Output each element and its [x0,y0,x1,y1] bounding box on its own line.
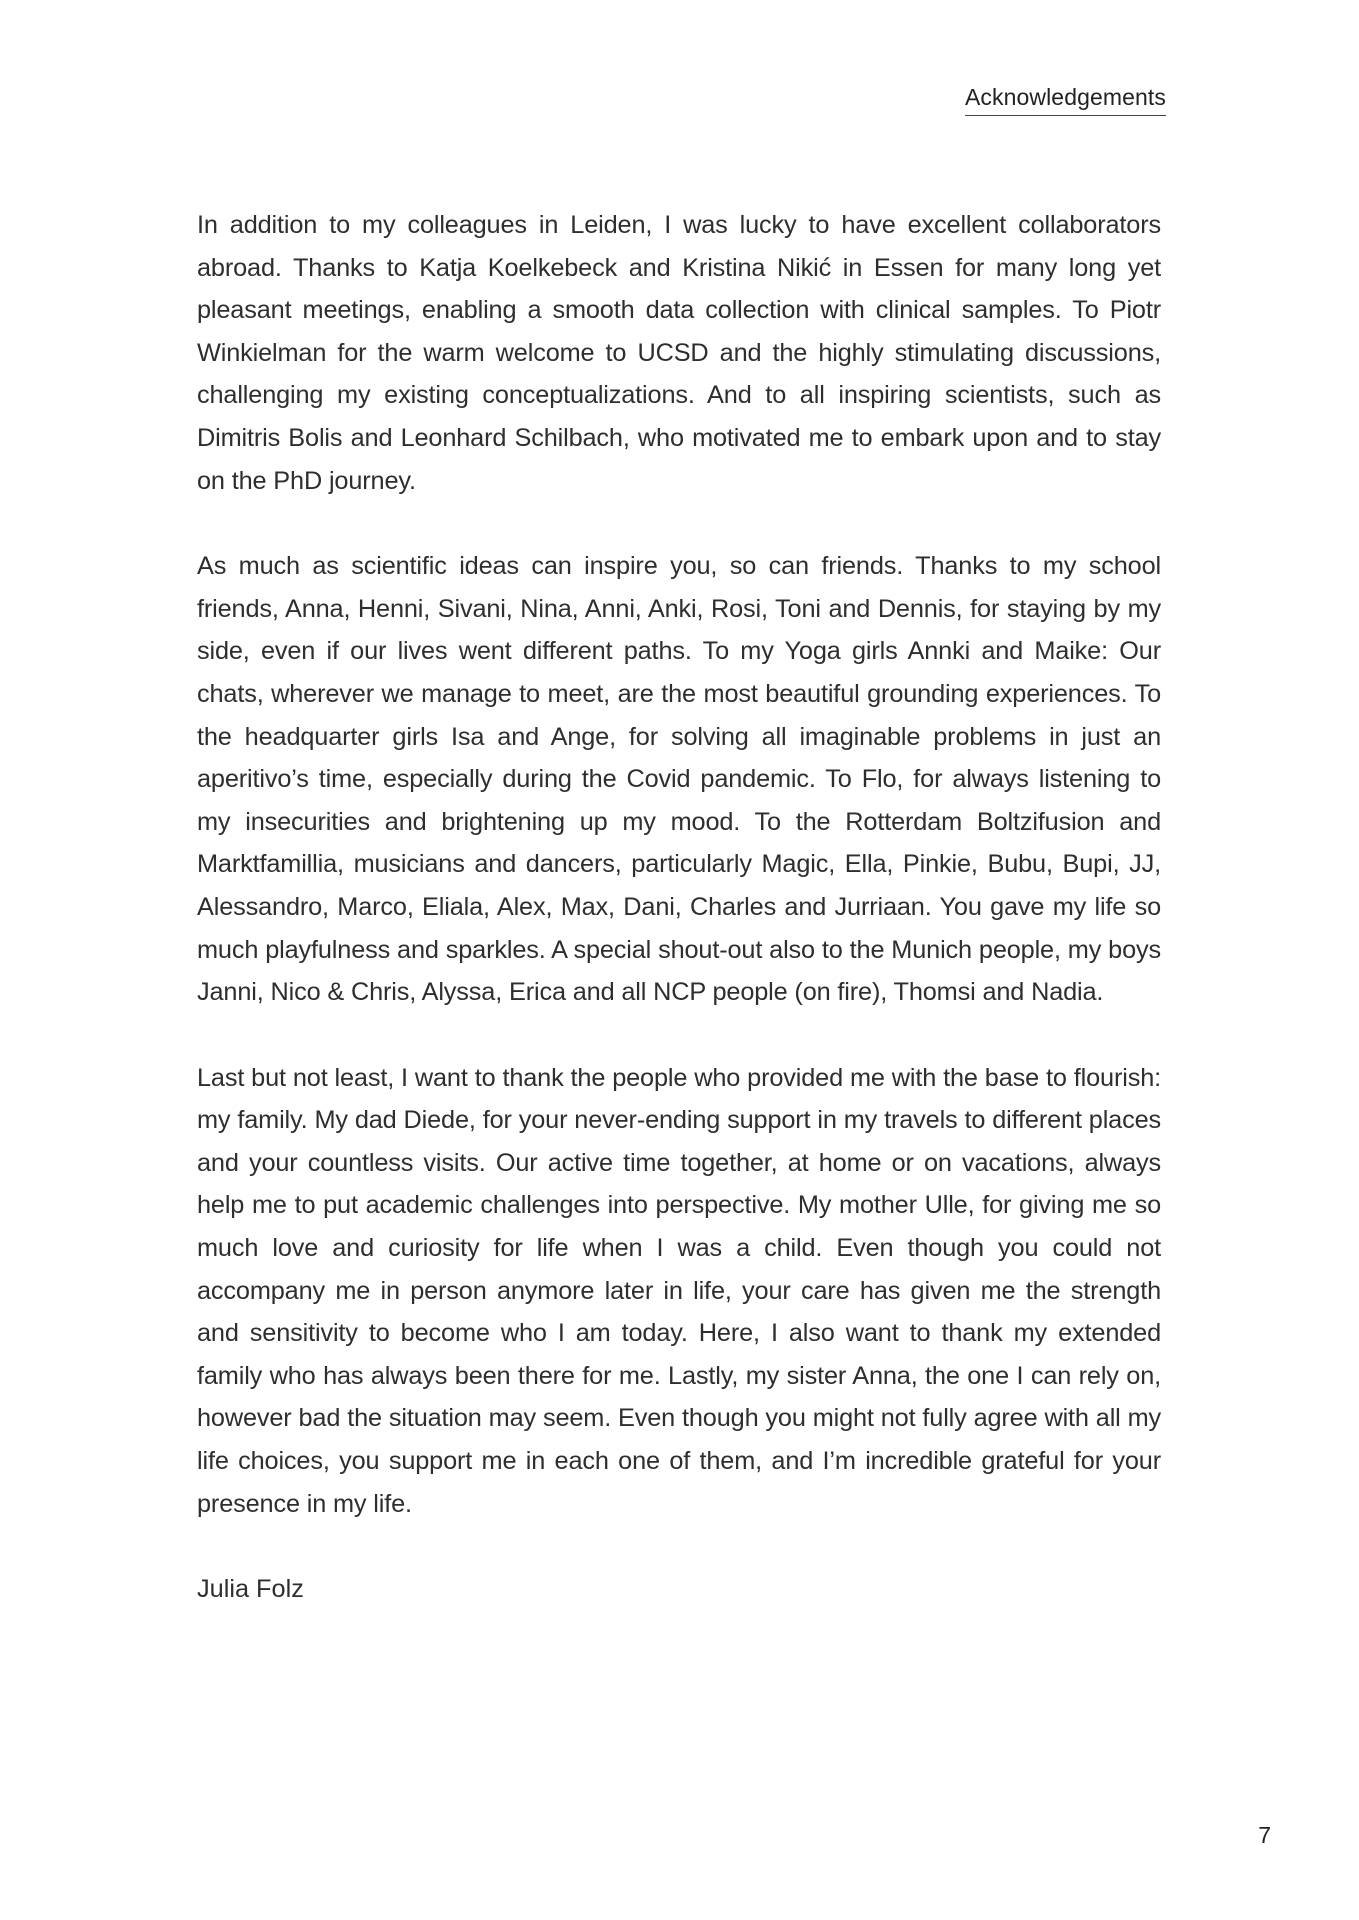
paragraph-friends: As much as scientific ideas can inspire you, so can friends. Thanks to my school friends, Anna, Henni, Sivani, Nina, Anni, Anki, Rosi, Toni and Dennis, for staying by my side, even if our lives went different paths. To my Yoga girls Annki and Maike: Our chats, wherever we manage to meet, are the most beautiful grounding experiences. To the headquarter girls Isa and Ange, for solving all imaginable problems in just an aperitivo’s time, especially during the Covid pandemic. To Flo, for always listening to my insecurities and brightening up my mood. To the Rotterdam Boltzifusion and Marktfamillia, musicians and dancers, particularly Magic, Ella, Pinkie, Bubu, Bupi, JJ, Alessandro, Marco, Eliala, Alex, Max, Dani, Charles and Jurriaan. You gave my life so much playfulness and sparkles. A special shout-out also to the Munich people, my boys Janni, Nico & Chris, Alyssa, Erica and all NCP people (on fire), Thomsi and Nadia. [197,552,1161,1007]
paragraph-collaborators: In addition to my colleagues in Leiden, I was lucky to have excellent collaborators abroad. Thanks to Katja Koelkebeck and Kristina Nikić in Essen for many long yet pleasant meetings, enabling a smooth data collection with clinical samples. To Piotr Winkielman for the warm welcome to UCSD and the highly stimulating discussions, challenging my existing conceptualizations. And to all inspiring scientists, such as Dimitris Bolis and Leonhard Schilbach, who motivated me to embark upon and to stay on the PhD journey. [197,211,1161,495]
paragraph-family: Last but not least, I want to thank the people who provided me with the base to flourish: my family. My dad Diede, for your never-ending support in my travels to different places and your countless visits. Our active time together, at home or on vacations, always help me to put academic challenges into perspective. My mother Ulle, for giving me so much love and curiosity for life when I was a child. Even though you could not accompany me in person anymore later in life, your care has given me the strength and sensitivity to become who I am today. Here, I also want to thank my extended family who has always been there for me. Lastly, my sister Anna, the one I can rely on, however bad the situation may seem. Even though you might not fully agree with all my life choices, you support me in each one of them, and I’m incredible grateful for your presence in my life. [197,1063,1161,1518]
acknowledgements-body [197,204,1161,1611]
running-header-section-title: Acknowledgements [965,82,1166,116]
author-signature: Julia Folz [197,1575,304,1604]
page-number: 7 [1258,1822,1271,1848]
